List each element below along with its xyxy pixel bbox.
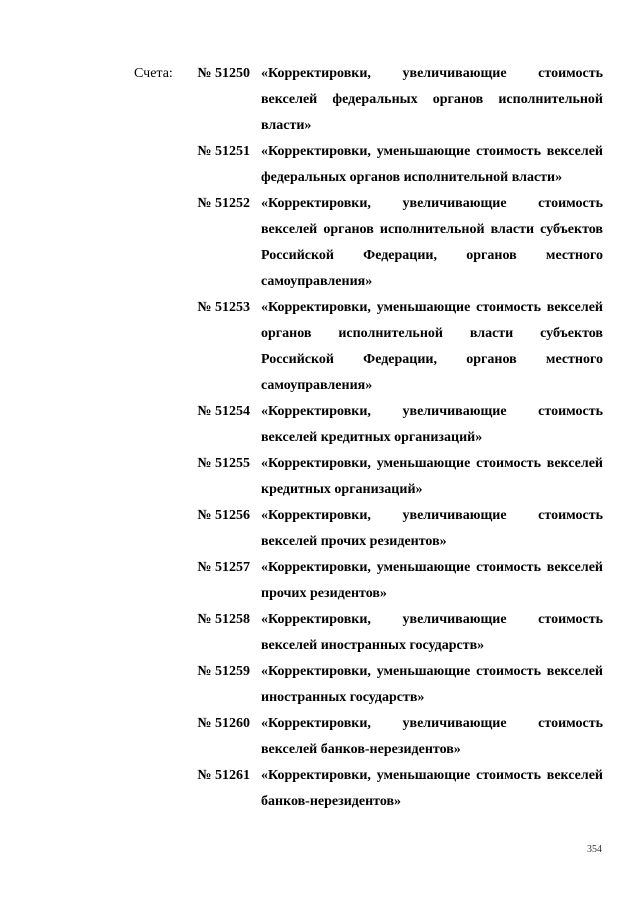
- accounts-label: Счета:: [134, 66, 173, 81]
- account-number: № 51250: [197, 66, 250, 81]
- account-entry: [0, 139, 640, 191]
- account-entry: [0, 555, 640, 607]
- account-entry: [0, 295, 640, 399]
- account-entry: [0, 503, 640, 555]
- account-number: № 51256: [197, 508, 250, 523]
- account-description: «Корректировки, уменьшающие стоимость векселей банков-нерезидентов»: [261, 768, 603, 809]
- account-number: № 51261: [197, 768, 250, 783]
- account-description: «Корректировки, уменьшающие стоимость векселей кредитных организаций»: [261, 456, 603, 497]
- account-description: «Корректировки, увеличивающие стоимость векселей иностранных государств»: [261, 612, 603, 653]
- account-number: № 51260: [197, 716, 250, 731]
- account-number: № 51252: [197, 196, 250, 211]
- account-entry: [0, 711, 640, 763]
- account-description: «Корректировки, увеличивающие стоимость векселей прочих резидентов»: [261, 508, 603, 549]
- account-number: № 51254: [197, 404, 250, 419]
- account-description: «Корректировки, увеличивающие стоимость векселей кредитных организаций»: [261, 404, 603, 445]
- account-description: «Корректировки, уменьшающие стоимость векселей прочих резидентов»: [261, 560, 603, 601]
- account-entry: [0, 659, 640, 711]
- account-description: «Корректировки, уменьшающие стоимость векселей федеральных органов исполнительной власти»: [261, 144, 603, 185]
- account-number: № 51251: [197, 144, 250, 159]
- account-entry: [0, 191, 640, 295]
- account-entry: [0, 607, 640, 659]
- account-entry: [0, 399, 640, 451]
- accounts-list: [0, 61, 640, 815]
- account-description: «Корректировки, увеличивающие стоимость векселей банков-нерезидентов»: [261, 716, 603, 757]
- account-description: «Корректировки, увеличивающие стоимость векселей федеральных органов исполнительной власти»: [261, 66, 603, 133]
- account-number: № 51253: [197, 300, 250, 315]
- page-number: 354: [587, 844, 602, 855]
- account-entry: [0, 763, 640, 815]
- account-number: № 51257: [197, 560, 250, 575]
- account-number: № 51258: [197, 612, 250, 627]
- account-description: «Корректировки, уменьшающие стоимость векселей органов исполнительной власти субъектов Российской Федерации, органов местного самоуправления»: [261, 300, 603, 393]
- account-entry: [0, 61, 640, 139]
- account-entry: [0, 451, 640, 503]
- account-number: № 51259: [197, 664, 250, 679]
- account-description: «Корректировки, уменьшающие стоимость векселей иностранных государств»: [261, 664, 603, 705]
- account-number: № 51255: [197, 456, 250, 471]
- account-description: «Корректировки, увеличивающие стоимость векселей органов исполнительной власти субъектов Российской Федерации, органов местного самоуправления»: [261, 196, 603, 289]
